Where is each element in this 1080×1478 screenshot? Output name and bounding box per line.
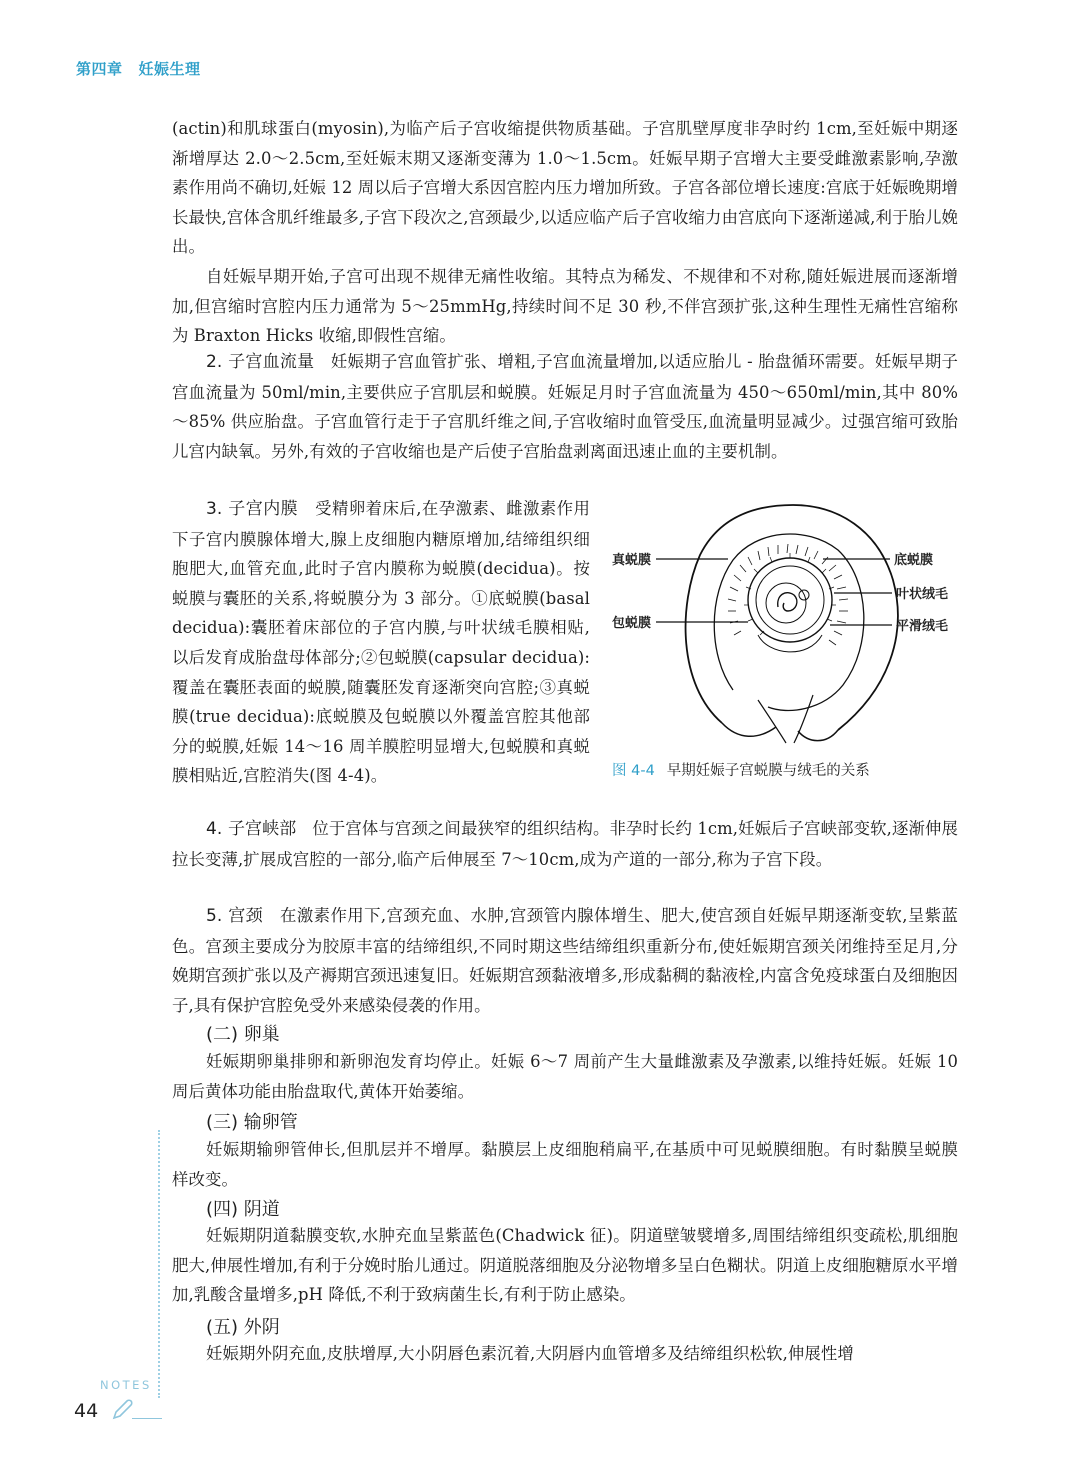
text-vulva: 妊娠期外阴充血,皮肤增厚,大小阴唇色素沉着,大阴唇内血管增多及结缔组织松软,伸展性增 <box>206 1344 854 1363</box>
figure-caption <box>612 759 962 780</box>
notes-label: NOTES <box>100 1378 152 1392</box>
heading-uterine-blood-flow: 2. 子宫血流量 <box>206 352 315 372</box>
text-vagina: 妊娠期阴道黏膜变软,水肿充血呈紫蓝色(Chadwick 征)。阴道壁皱襞增多,周围结缔组织变疏松,肌细胞肥大,伸展性增加,有利于分娩时胎儿通过。阴道脱落细胞及分泌物增多呈白色糊状。阴道上皮细胞糖原水平增加,乳酸含量增多,pH 降低,不利于致病菌生长,有利于防止感染。 <box>172 1226 958 1305</box>
label-chorion-frondosum: 叶状绒毛 <box>896 587 949 602</box>
section-endometrium <box>172 494 590 791</box>
heading-fallopian-tube: (三) 输卵管 <box>206 1112 298 1133</box>
section-isthmus <box>172 814 958 874</box>
chapter-number: 第四章 <box>76 60 123 78</box>
figure-number: 图 4-4 <box>612 763 655 779</box>
text-ovary: 妊娠期卵巢排卵和新卵泡发育均停止。妊娠 6～7 周前产生大量雌激素及孕激素,以维持妊娠。妊娠 10 周后黄体功能由胎盘取代,黄体开始萎缩。 <box>172 1052 958 1101</box>
decidua-illustration <box>608 495 960 747</box>
heading-ovary: (二) 卵巢 <box>206 1024 280 1045</box>
label-chorion-laeve: 平滑绒毛 <box>896 619 949 634</box>
heading-vulva: (五) 外阴 <box>206 1317 280 1338</box>
heading-vagina: (四) 阴道 <box>206 1199 280 1220</box>
paragraph-myometrium: (actin)和肌球蛋白(myosin),为临产后子宫收缩提供物质基础。子宫肌壁厚度非孕时约 1cm,至妊娠中期逐渐增厚达 2.0～2.5cm,至妊娠末期又逐渐变薄为 1.0～1.5cm。妊娠早期子宫增大主要受雌激素影响,孕激素作用尚不确切,妊娠 12 周以后子宫增大系因宫腔内压力增加所致。子宫各部位增长速度:宫底于妊娠晚期增长最快,宫体含肌纤维最多,子宫下段次之,宫颈最少,以适应临产后子宫收缩力由宫底向下逐渐递减,利于胎儿娩出。 <box>172 119 958 257</box>
label-capsular-decidua: 包蜕膜 <box>612 616 652 631</box>
section-cervix <box>172 901 958 1020</box>
figure-decidua-diagram <box>608 495 960 795</box>
text-cervix: 在激素作用下,宫颈充血、水肿,宫颈管内腺体增生、肥大,使宫颈自妊娠早期逐渐变软,呈紫蓝色。宫颈主要成分为胶原丰富的结缔组织,不同时期这些结缔组织重新分布,使妊娠期宫颈关闭维持至足月,分娩期宫颈扩张以及产褥期宫颈迅速复旧。妊娠期宫颈黏液增多,形成黏稠的黏液栓,内富含免疫球蛋白及细胞因子,具有保护宫腔免受外来感染侵袭的作用。 <box>172 906 959 1015</box>
paragraph-braxton-hicks: 自妊娠早期开始,子宫可出现不规律无痛性收缩。其特点为稀发、不规律和不对称,随妊娠进展而逐渐增加,但宫缩时宫腔内压力通常为 5～25mmHg,持续时间不足 30 秒,不伴宫颈扩张,这种生理性无痛性宫缩称为 Braxton Hicks 收缩,即假性宫缩。 <box>172 267 958 346</box>
notes-margin-dots <box>158 1130 160 1398</box>
chapter-title: 妊娠生理 <box>138 60 201 78</box>
text-uterine-blood-flow: 妊娠期子宫血管扩张、增粗,子宫血流量增加,以适应胎儿 - 胎盘循环需要。妊娠早期子宫血流量为 50ml/min,主要供应子宫肌层和蜕膜。妊娠足月时子宫血流量为 450～650ml/min,其中 80%～85% 供应胎盘。子宫血管行走于子宫肌纤维之间,子宫收缩时血管受压,血流量明显减少。过强宫缩可致胎儿宫内缺氧。另外,有效的子宫收缩也是产后使子宫胎盘剥离面迅速止血的主要机制。 <box>172 352 958 461</box>
figure-caption-text: 早期妊娠子宫蜕膜与绒毛的关系 <box>666 763 870 779</box>
heading-cervix: 5. 宫颈 <box>206 906 264 926</box>
heading-endometrium: 3. 子宫内膜 <box>206 499 299 519</box>
page-number: 44 <box>74 1400 99 1422</box>
text-isthmus: 位于宫体与宫颈之间最狭窄的组织结构。非孕时长约 1cm,妊娠后子宫峡部变软,逐渐伸展拉长变薄,扩展成宫腔的一部分,临产后伸展至 7～10cm,成为产道的一部分,称为子宫下段。 <box>172 819 958 869</box>
chapter-header <box>76 58 201 79</box>
heading-isthmus: 4. 子宫峡部 <box>206 819 297 839</box>
pencil-icon <box>110 1398 134 1422</box>
section-uterine-blood-flow <box>172 347 958 466</box>
label-true-decidua: 真蜕膜 <box>612 553 652 568</box>
label-basal-decidua: 底蜕膜 <box>894 553 934 568</box>
text-endometrium: 受精卵着床后,在孕激素、雌激素作用下子宫内膜腺体增大,腺上皮细胞内糖原增加,结缔组织细胞肥大,血管充血,此时子宫内膜称为蜕膜(decidua)。按蜕膜与囊胚的关系,将蜕膜分为 3 部分。①底蜕膜(basal decidua):囊胚着床部位的子宫内膜,与叶状绒毛膜相贴,以后发育成胎盘母体部分;②包蜕膜(capsular decidua):覆盖在囊胚表面的蜕膜,随囊胚发育逐渐突向宫腔;③真蜕膜(true decidua):底蜕膜及包蜕膜以外覆盖宫腔其他部分的蜕膜,妊娠 14～16 周羊膜腔明显增大,包蜕膜和真蜕膜相贴近,宫腔消失(图 4-4)。 <box>172 499 590 786</box>
notes-underline <box>132 1418 162 1419</box>
text-fallopian-tube: 妊娠期输卵管伸长,但肌层并不增厚。黏膜层上皮细胞稍扁平,在基质中可见蜕膜细胞。有时黏膜呈蜕膜样改变。 <box>172 1140 958 1189</box>
